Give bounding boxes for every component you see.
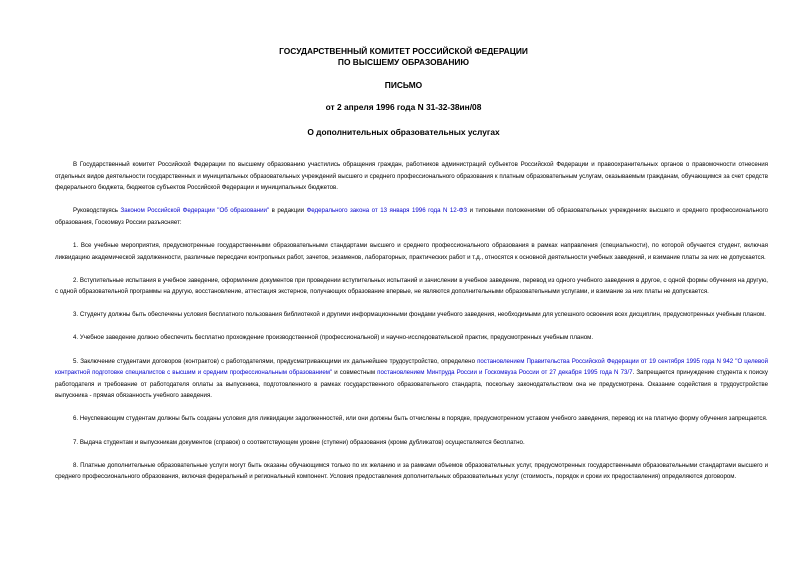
paragraph-item-8: 8. Платные дополнительные образовательные услуги могут быть оказаны обучающимся только по их желанию и за рамками объемов образовательных услуг, предусмотренных государственными образовательными стандартами высшего и среднего профессионального образования, включая федеральный и региональный компонент. Условия предоставления дополнительных образовательных услуг (стоимость, порядок и сроки их предоставления) определяются договором.: [55, 461, 768, 481]
paragraph-intro: В Государственный комитет Российской Федерации по высшему образованию участились обращения граждан, работников администраций субъектов Российской Федерации и правоохранительных органов о правомочности отнесения отдельных видов деятельности государственных и муниципальных образовательных учреждений высшего и среднего профессионального образования к платным образовательным услугам, оказываемым гражданам, обучающимся за счет средств федерального бюджета, бюджетов субъектов Российской Федерации и муниципальных бюджетов.: [55, 161, 768, 192]
paragraph-basis-text-3: и типовыми положениями об образовательных учреждениях высшего и среднего профессионального образования, Госкомвуз России разъясняет:: [55, 207, 769, 226]
paragraph-item-5-text-3: . Запрещается принуждение студента к поиску работодателя и требование от работодателя оплаты за выпускника, подготовленного в рамках государственного образовательного стандарта, поскольку законодательством она не предусмотрена. Оказание содействия в трудоустройстве выпускника - прямая обязанность учебного заведения.: [55, 369, 768, 400]
document-subject: О дополнительных образовательных услугах: [307, 127, 500, 137]
paragraph-item-4: 4. Учебное заведение должно обеспечить бесплатно прохождение производственной (профессиональной) и научно-исследовательской практик, предусмотренных учебным планом.: [73, 334, 594, 342]
paragraph-item-6: 6. Неуспевающим студентам должны быть созданы условия для ликвидации задолженностей, или они должны быть отчислены в порядке, предусмотренном уставом учебного заведения, перевод их на платную форму обучения запрещается.: [73, 415, 768, 423]
joint-resolution-link[interactable]: постановлением Минтруда России и Госкомвуза России от 27 декабря 1995 года N 73/7: [377, 369, 633, 377]
paragraph-item-7: 7. Выдача студентам и выпускникам документов (справок) о соответствующем уровне (ступени) образования (кроме дубликатов) осуществляется бесплатно.: [73, 438, 525, 446]
law-on-education-link[interactable]: Законом Российской Федерации "Об образовании": [120, 207, 270, 215]
issuing-authority-line1: ГОСУДАРСТВЕННЫЙ КОМИТЕТ РОССИЙСКОЙ ФЕДЕРАЦИИ: [279, 46, 528, 56]
issuing-authority-line2: ПО ВЫСШЕМУ ОБРАЗОВАНИЮ: [337, 57, 470, 67]
paragraph-item-5-text-2: и совместным: [332, 369, 378, 377]
paragraph-basis-text-1: Руководствуясь: [73, 207, 121, 215]
document-date-number: от 2 апреля 1996 года N 31-32-38ин/08: [325, 102, 482, 112]
paragraph-basis-text-2: в редакции: [269, 207, 307, 215]
government-resolution-link[interactable]: постановлением Правительства Российской Федерации от 19 сентября 1995 года N 942 "О целевой контрактной подготовке специалистов с высшим и средним профессиональным образованием": [55, 357, 768, 377]
paragraph-item-2: 2. Вступительные испытания в учебное заведение, оформление документов при проведении вступительных испытаний и зачислении в учебное заведение, перевод из одного учебного заведения в другое, с одной формы обучения на другую, с одной образовательной программы на другую, восстановление, аттестация экстернов, получающих образование впервые, не являются дополнительными образовательными услугами, и взимание за них платы не допускается.: [55, 276, 768, 296]
document-body: [55, 159, 768, 494]
paragraph-item-5: [55, 356, 768, 402]
federal-law-link[interactable]: Федерального закона от 13 января 1996 года N 12-ФЗ: [306, 207, 468, 215]
document-type: ПИСЬМО: [384, 80, 423, 90]
paragraph-item-1: 1. Все учебные мероприятия, предусмотренные государственными образовательными стандартами высшего и среднего профессионального образования в рамках направления (специальности), по которой обучается студент, включая ликвидацию академической задолженности, различные пересдачи контрольных работ, зачетов, экзаменов, лабораторных, практических работ и т.д., относятся к основной деятельности учебных заведений, и взимание платы за них не допускается.: [55, 241, 768, 261]
paragraph-item-3: 3. Студенту должны быть обеспечены условия бесплатного пользования библиотекой и другими информационными фондами учебного заведения, необходимыми для успешного освоения всех дисциплин, предусмотренных учебным планом.: [73, 311, 766, 319]
paragraph-item-5-text-1: 5. Заключение студентами договоров (контрактов) с работодателями, предусматривающими их дальнейшее трудоустройство, определено: [73, 357, 478, 365]
paragraph-basis: [55, 205, 768, 228]
